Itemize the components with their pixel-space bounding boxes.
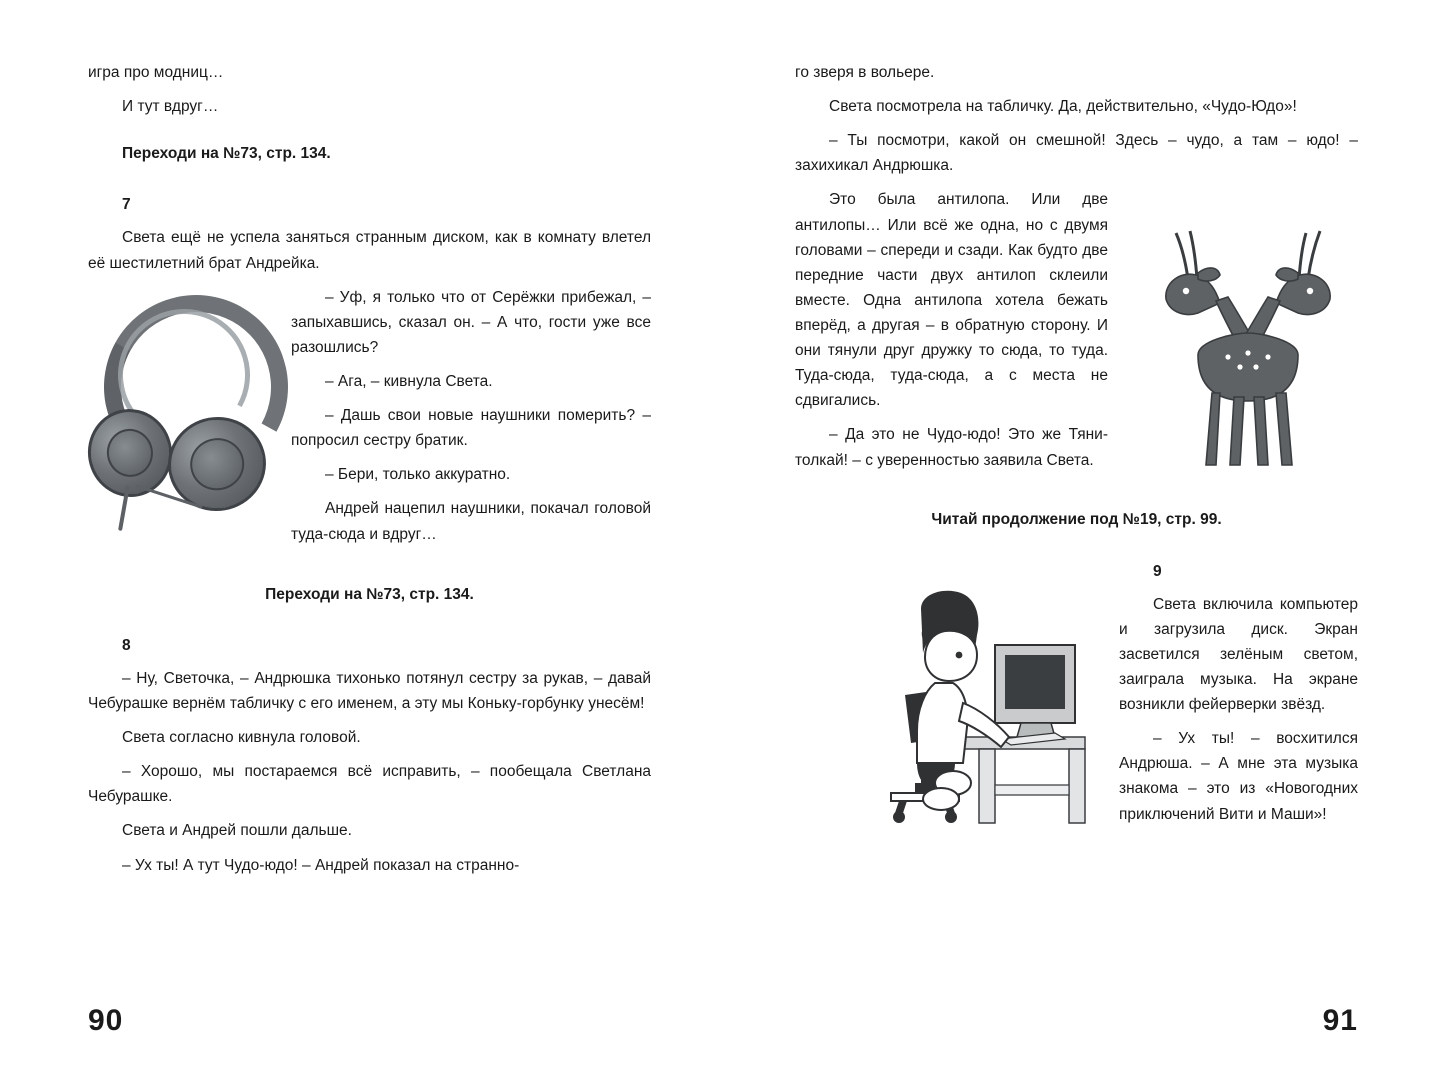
goto-reference: Переходи на №73, стр. 134. [122,145,331,163]
paragraph: Света включила компьютер и загрузила диск. Экран засветился зелёным светом, заиграла музыка. На экране возникли фейерверки звёзд. [1119,595,1358,714]
page-number: 91 [1322,1004,1358,1037]
paragraph: го зверя в вольере. [795,64,935,81]
paragraph: – Дашь свои новые наушники померить? – попросил сестру братик. [291,407,651,450]
goto-reference: Переходи на №73, стр. 134. [265,585,474,603]
page-number: 90 [88,1004,124,1037]
section-number: 8 [122,636,131,654]
paragraph: игра про модниц… [88,64,224,81]
paragraph: – Уф, я только что от Серёжки прибежал, – запыхавшись, сказал он. – А что, гости уже все разошлись? [291,288,651,356]
paragraph: – Хорошо, мы постараемся всё исправить, – пообещала Светлана Чебурашке. [88,763,651,806]
paragraph: – Ага, – кивнула Света. [325,372,493,390]
antelope-svg [1124,187,1372,477]
section-number: 7 [122,196,131,214]
paragraph: – Ух ты! А тут Чудо-юдо! – Андрей показал на странно- [122,856,520,874]
headphone-earcup-inner [186,434,248,494]
paragraph: Света согласно кивнула головой. [122,729,361,747]
right-page [723,0,1446,1080]
paragraph: – Ну, Светочка, – Андрюшка тихонько потянул сестру за рукав, – давай Чебурашке вернём табличку с его именем, а эту мы Коньку-горбунку унесём! [88,669,651,712]
headphone-earcup-inner [103,425,157,481]
paragraph: Света и Андрей пошли дальше. [122,822,352,840]
paragraph: – Бери, только аккуратно. [325,466,511,484]
paragraph: Это была антилопа. Или две антилопы… Или всё же одна, но с двумя головами – спереди и сзади. Как будто две передние части двух антилоп склеили вместе. Одна антилопа хотела бежать вперёд, а другая – в обратную сторону. И они тянули друг дружку то сюда, то туда. Туда-сюда, туда-сюда, а с места не сдвигались. [795,191,1108,410]
antelope-illustration [1124,187,1372,477]
paragraph: Света посмотрела на табличку. Да, действительно, «Чудо-Юдо»! [829,98,1297,116]
computer-kid-svg [829,587,1099,852]
paragraph: – Ты посмотри, какой он смешной! Здесь – чудо, а там – юдо! – захихикал Андрюшка. [795,132,1358,175]
monitor [995,645,1075,737]
left-page-column [88,60,651,878]
section-number: 9 [1153,562,1162,580]
paragraph: – Да это не Чудо-юдо! Это же Тяни-толкай! – с уверенностью заявила Света. [795,426,1108,469]
computer-kid-illustration [829,587,1099,852]
paragraph: Света ещё не успела заняться странным диском, как в комнату влетел её шестилетний брат Андрейка. [88,229,651,272]
right-page-column [795,60,1358,827]
paragraph: И тут вдруг… [122,98,219,116]
headphones-illustration [82,289,277,524]
goto-reference: Читай продолжение под №19, стр. 99. [931,511,1222,529]
paragraph: – Ух ты! – восхитился Андрюша. – А мне эта музыка знакома – это из «Новогодних приключений Вити и Маши»! [1119,730,1358,823]
paragraph: Андрей нацепил наушники, покачал головой туда-сюда и вдруг… [291,500,651,543]
